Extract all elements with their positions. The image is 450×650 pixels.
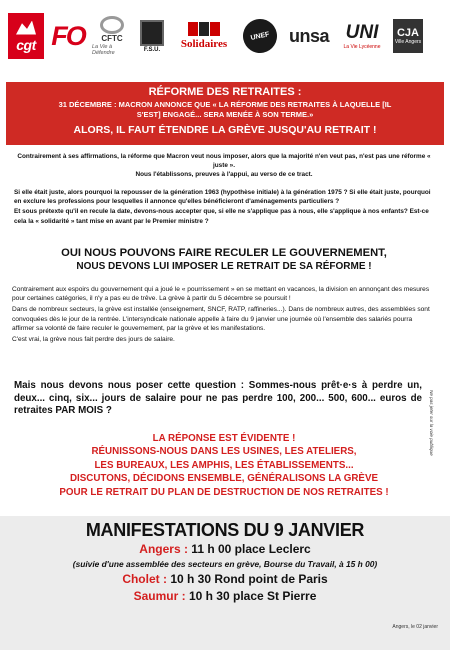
unef-logo [241, 13, 279, 59]
manif-angers [0, 541, 450, 558]
cja-mark-icon [393, 19, 423, 53]
answer-line: DISCUTONS, DÉCIDONS ENSEMBLE, GÉNÉRALISONS LA GRÈVE [69, 473, 379, 485]
banner-title: RÉFORME DES RETRAITES : [148, 86, 302, 98]
manif-saumur [0, 588, 450, 605]
intro-paragraph: Contrairement à ses affirmations, la réforme que Macron veut nous imposer, alors que la majorité n'en veut pas, n'est pas une réforme « juste ». [17, 153, 431, 170]
answer-block [14, 432, 434, 499]
uni-logo [339, 13, 385, 59]
manifestations-title: MANIFESTATIONS DU 9 JANVIER [85, 520, 365, 540]
question-paragraph: Et sous prétexte qu'il en recule la date, devons-nous accepter que, si elle ne s'applique pas à nous, elle s'applique à nos enfants? Est-ce cela la « solidarité » tant mise en avant par le Premier ministre ? [14, 208, 429, 225]
body-paragraph: Dans de nombreux secteurs, la grève est installée (enseignement, SNCF, RATP, raffineries...). Dans de nombreux autres, des assemblées sont convoquées dès le jour de la rentrée. L'intersyndicale nationale appelle à faire du 9 janvier une journée où l'ensemble des salariés pourra affirmer sa volonté de faire reculer le gouvernement, par la grève et les manifestations. [12, 306, 430, 332]
section-heading-line: NOUS DEVONS LUI IMPOSER LE RETRAIT DE SA RÉFORME ! [76, 261, 372, 272]
key-question: Mais nous devons nous poser cette question : Sommes-nous prêt·e·s à perdre un, deux... cinq, six... jours de salaire pour ne pas perdre 100, 200... 500, 600... euros de retraites PAR MOIS ? [14, 380, 422, 416]
unef-logo-text: UNEF [240, 16, 280, 56]
manif-city: Angers : [139, 542, 188, 556]
unsa-logo-text: unsa [288, 25, 329, 46]
questions-text [14, 188, 434, 227]
cja-logo-tagline: Ville Angers [394, 39, 422, 45]
headline-banner [6, 82, 444, 145]
manif-detail: 11 h 00 place Leclerc [187, 542, 311, 556]
fsu-logo [137, 13, 167, 59]
uni-logo-tagline: La Vie Lycéenne [343, 44, 381, 50]
banner-call: ALORS, IL FAUT ÉTENDRE LA GRÈVE JUSQU'AU RETRAIT ! [73, 124, 377, 136]
section-heading-line: OUI NOUS POUVONS FAIRE RECULER LE GOUVERNEMENT, [61, 247, 387, 259]
unsa-logo [284, 13, 334, 59]
question-paragraph: Si elle était juste, alors pourquoi la repousser de la génération 1963 (hypothèse initiale) à la génération 1975 ? Si elle était juste, pourquoi en exclure les professions pour lesquelles il annonce qu'elles bénéficieront d'aménagements particuliers ? [14, 189, 431, 206]
cja-logo-text: CJA [396, 27, 419, 39]
solidaires-logo-text: Solidaires [180, 38, 228, 50]
body-text [12, 285, 436, 346]
solidaires-logo [172, 13, 236, 59]
cftc-logo-text: CFTC [101, 34, 123, 44]
banner-quote: 31 DÉCEMBRE : MACRON ANNONCE QUE « LA RÉFORME DES RETRAITES À LAQUELLE [IL S'EST] ENGAGÉ... SERA MENÉE À SON TERME.» [58, 100, 392, 119]
logo-bar [0, 0, 450, 72]
manif-note: (suivie d'une assemblée des secteurs en grève, Bourse du Travail, à 15 h 00) [72, 559, 378, 569]
cgt-logo-text: cgt [16, 36, 36, 53]
uni-logo-text: UNI [345, 22, 379, 43]
cgt-logo [8, 13, 44, 59]
manif-detail: 10 h 30 Rond point de Paris [166, 572, 328, 586]
answer-line: LES BUREAUX, LES AMPHIS, LES ÉTABLISSEMENTS... [94, 459, 354, 471]
solidaires-mark-icon [188, 22, 220, 36]
cja-logo [390, 13, 426, 59]
answer-line: POUR LE RETRAIT DU PLAN DE DESTRUCTION DE NOS RETRAITES ! [59, 486, 389, 498]
manif-city: Cholet : [122, 572, 167, 586]
cgt-mark-icon [16, 21, 36, 35]
cftc-logo-tagline: La Vie à Défendre [92, 43, 115, 56]
body-paragraph: C'est vrai, la grève nous fait perdre des jours de salaire. [12, 336, 175, 344]
fo-logo: FO [51, 20, 85, 51]
cftc-logo [92, 13, 132, 59]
intro-text [14, 152, 434, 180]
answer-line: RÉUNISSONS-NOUS DANS LES USINES, LES ATELIERS, [91, 446, 357, 458]
issue-date: Angers, le 02 janvier [392, 624, 438, 630]
fsu-logo-text: F.S.U. [143, 46, 161, 53]
manif-cholet [0, 571, 450, 588]
fsu-mark-icon [140, 20, 164, 46]
cftc-ring-icon [100, 16, 124, 34]
manif-detail: 10 h 30 place St Pierre [185, 589, 317, 603]
side-note: Ne pas jeter sur la voie publique [429, 390, 434, 456]
body-paragraph: Contrairement aux espoirs du gouvernement qui a joué le « pourrissement » en se mettant en vacances, la division en annonçant des mesures pour certaines catégories, il n'y a pas eu de trêve. La grève à partir du 5 décembre se poursuit ! [12, 286, 430, 303]
intro-paragraph: Nous l'établissons, preuves à l'appui, au verso de ce tract. [135, 171, 313, 179]
manifestations-panel [0, 516, 450, 650]
section-heading [14, 247, 434, 274]
manif-city: Saumur : [133, 589, 186, 603]
answer-line: LA RÉPONSE EST ÉVIDENTE ! [152, 433, 296, 444]
